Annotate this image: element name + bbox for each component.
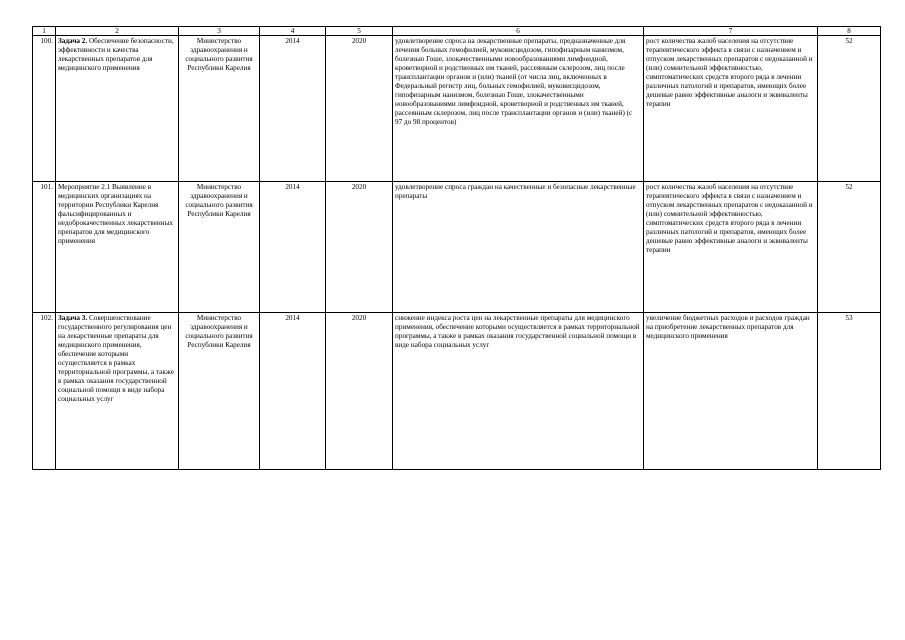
start-year: 2014 xyxy=(260,182,326,313)
link-cell: 52 xyxy=(818,36,881,182)
link-cell: 53 xyxy=(818,313,881,470)
start-year: 2014 xyxy=(260,313,326,470)
row-number: 100. xyxy=(33,36,56,182)
consequence-cell: рост количества жалоб населения на отсутствие терапевтического эффекта в связи с назначением и отпуском лекарственных препаратов с недоказанной и (или) сомнительной эффективностью, симптоматических средств второго ряда в лечении различных патологий и препаратов, имеющих более дешевые равно эффективные аналоги и эквиваленты терапии xyxy=(644,182,818,313)
executor-cell: Министерство здравоохранения и социального развития Республики Карелия xyxy=(179,313,260,470)
table-row xyxy=(33,182,881,313)
end-year: 2020 xyxy=(326,36,393,182)
expected-result: удовлетворение спроса граждан на качественные и безопасные лекарственные препараты xyxy=(393,182,644,313)
executor-cell: Министерство здравоохранения и социального развития Республики Карелия xyxy=(179,36,260,182)
program-table xyxy=(32,26,881,470)
task-title: Мероприятие 2.1 Выявление в медицинских организациях на территории Республики Карелия фальсифицированных и недоброкачественных лекарственных препаратов для медицинского применения xyxy=(58,183,174,245)
task-cell xyxy=(56,313,179,470)
consequence-cell: рост количества жалоб населения на отсутствие терапевтического эффекта в связи с назначением и отпуском лекарственных препаратов с недоказанной и (или) сомнительной эффективностью, симптоматических средств второго ряда в лечении различных патологий и препаратов, имеющих более дешевые равно эффективные аналоги и эквиваленты терапии xyxy=(644,36,818,182)
header-cell: 5 xyxy=(326,27,393,36)
header-cell: 1 xyxy=(33,27,56,36)
start-year: 2014 xyxy=(260,36,326,182)
table-row xyxy=(33,36,881,182)
task-prefix: Задача 2. xyxy=(58,37,88,45)
link-cell: 52 xyxy=(818,182,881,313)
header-cell: 6 xyxy=(393,27,644,36)
header-cell: 4 xyxy=(260,27,326,36)
table-row xyxy=(33,313,881,470)
task-prefix: Задача 3. xyxy=(58,314,88,322)
executor-cell: Министерство здравоохранения и социального развития Республики Карелия xyxy=(179,182,260,313)
end-year: 2020 xyxy=(326,182,393,313)
task-title: Обеспечение безопасности, эффективности и качества лекарственных препаратов для медицинского применения xyxy=(58,37,174,72)
task-cell xyxy=(56,36,179,182)
task-cell xyxy=(56,182,179,313)
task-title: Совершенствование государственного регулирования цен на лекарственные препараты для медицинского применения, обеспечение которыми осуществляется в рамках территориальной программы, а также в рамках оказания государственной социальной помощи в виде набора социальных услуг xyxy=(58,314,174,403)
expected-result: удовлетворение спроса на лекарственные препараты, предназначенные для лечения больных гемофилией, муковисцидозом, гипофизарным нанизмом, болезнью Гоше, злокачественными новообразованиями лимфоидной, кроветворной и родственных им тканей, рассеянным склерозом, лиц после трансплантации органов и (или) тканей (от числа лиц, включенных в Федеральный регистр лиц, больных гемофилией, муковисцидозом, гипофизарным нанизмом, болезнью Гоше, злокачественными новообразованиями лимфоидной, кроветворной и родственных им тканей, рассеянным склерозом, лиц после трансплантации органов и (или) тканей) (с 97 до 98 процентов) xyxy=(393,36,644,182)
row-number: 102. xyxy=(33,313,56,470)
expected-result: снижение индекса роста цен на лекарственные препараты для медицинского применения, обеспечение которыми осуществляется в рамках территориальной программы, а также в рамках оказания государственной социальной помощи в виде набора социальных услуг xyxy=(393,313,644,470)
header-cell: 7 xyxy=(644,27,818,36)
consequence-cell: увеличение бюджетных расходов и расходов граждан на приобретение лекарственных препаратов для медицинского применения xyxy=(644,313,818,470)
header-row xyxy=(33,27,881,36)
header-cell: 3 xyxy=(179,27,260,36)
end-year: 2020 xyxy=(326,313,393,470)
header-cell: 8 xyxy=(818,27,881,36)
header-cell: 2 xyxy=(56,27,179,36)
row-number: 101. xyxy=(33,182,56,313)
